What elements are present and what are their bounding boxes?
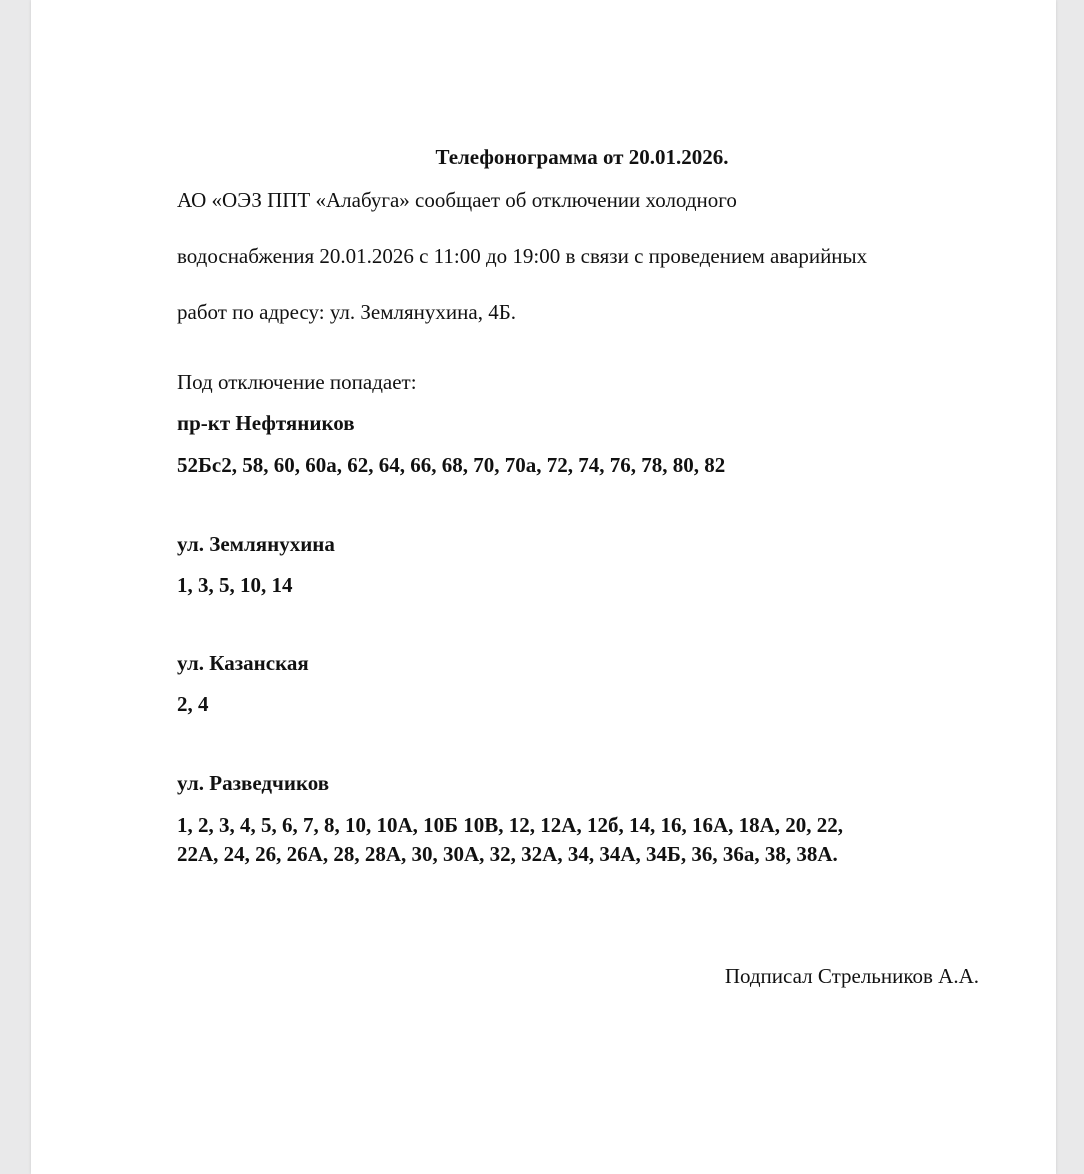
body-line-3: работ по адресу: ул. Землянухина, 4Б. [177,300,517,324]
signature: Подписал Стрельников А.А. [724,964,979,988]
street-houses-neftyanikov: 52Бс2, 58, 60, 60а, 62, 64, 66, 68, 70, 70а, 72, 74, 76, 78, 80, 82 [177,453,726,477]
street-houses-kazanskaya: 2, 4 [177,692,209,716]
street-name-neftyanikov: пр-кт Нефтяников [177,411,355,435]
street-houses-zemlyanukhina: 1, 3, 5, 10, 14 [177,573,293,597]
street-houses-razvedchikov-line-1: 1, 2, 3, 4, 5, 6, 7, 8, 10, 10А, 10Б 10В, 12, 12А, 12б, 14, 16, 16А, 18А, 20, 22, [177,813,844,837]
street-name-kazanskaya: ул. Казанская [177,651,309,675]
street-houses-razvedchikov-line-2: 22А, 24, 26, 26А, 28, 28А, 30, 30А, 32, 32А, 34, 34А, 34Б, 36, 36а, 38, 38А. [177,842,838,866]
document-title: Телефонограмма от 20.01.2026. [435,145,729,169]
affected-heading: Под отключение попадает: [177,370,417,394]
body-line-1: АО «ОЭЗ ППТ «Алабуга» сообщает об отключении холодного [177,188,737,212]
street-name-zemlyanukhina: ул. Землянухина [177,532,335,556]
street-name-razvedchikov: ул. Разведчиков [177,771,330,795]
document-page [31,0,1056,1174]
body-line-2: водоснабжения 20.01.2026 с 11:00 до 19:00 в связи с проведением аварийных [177,244,868,268]
